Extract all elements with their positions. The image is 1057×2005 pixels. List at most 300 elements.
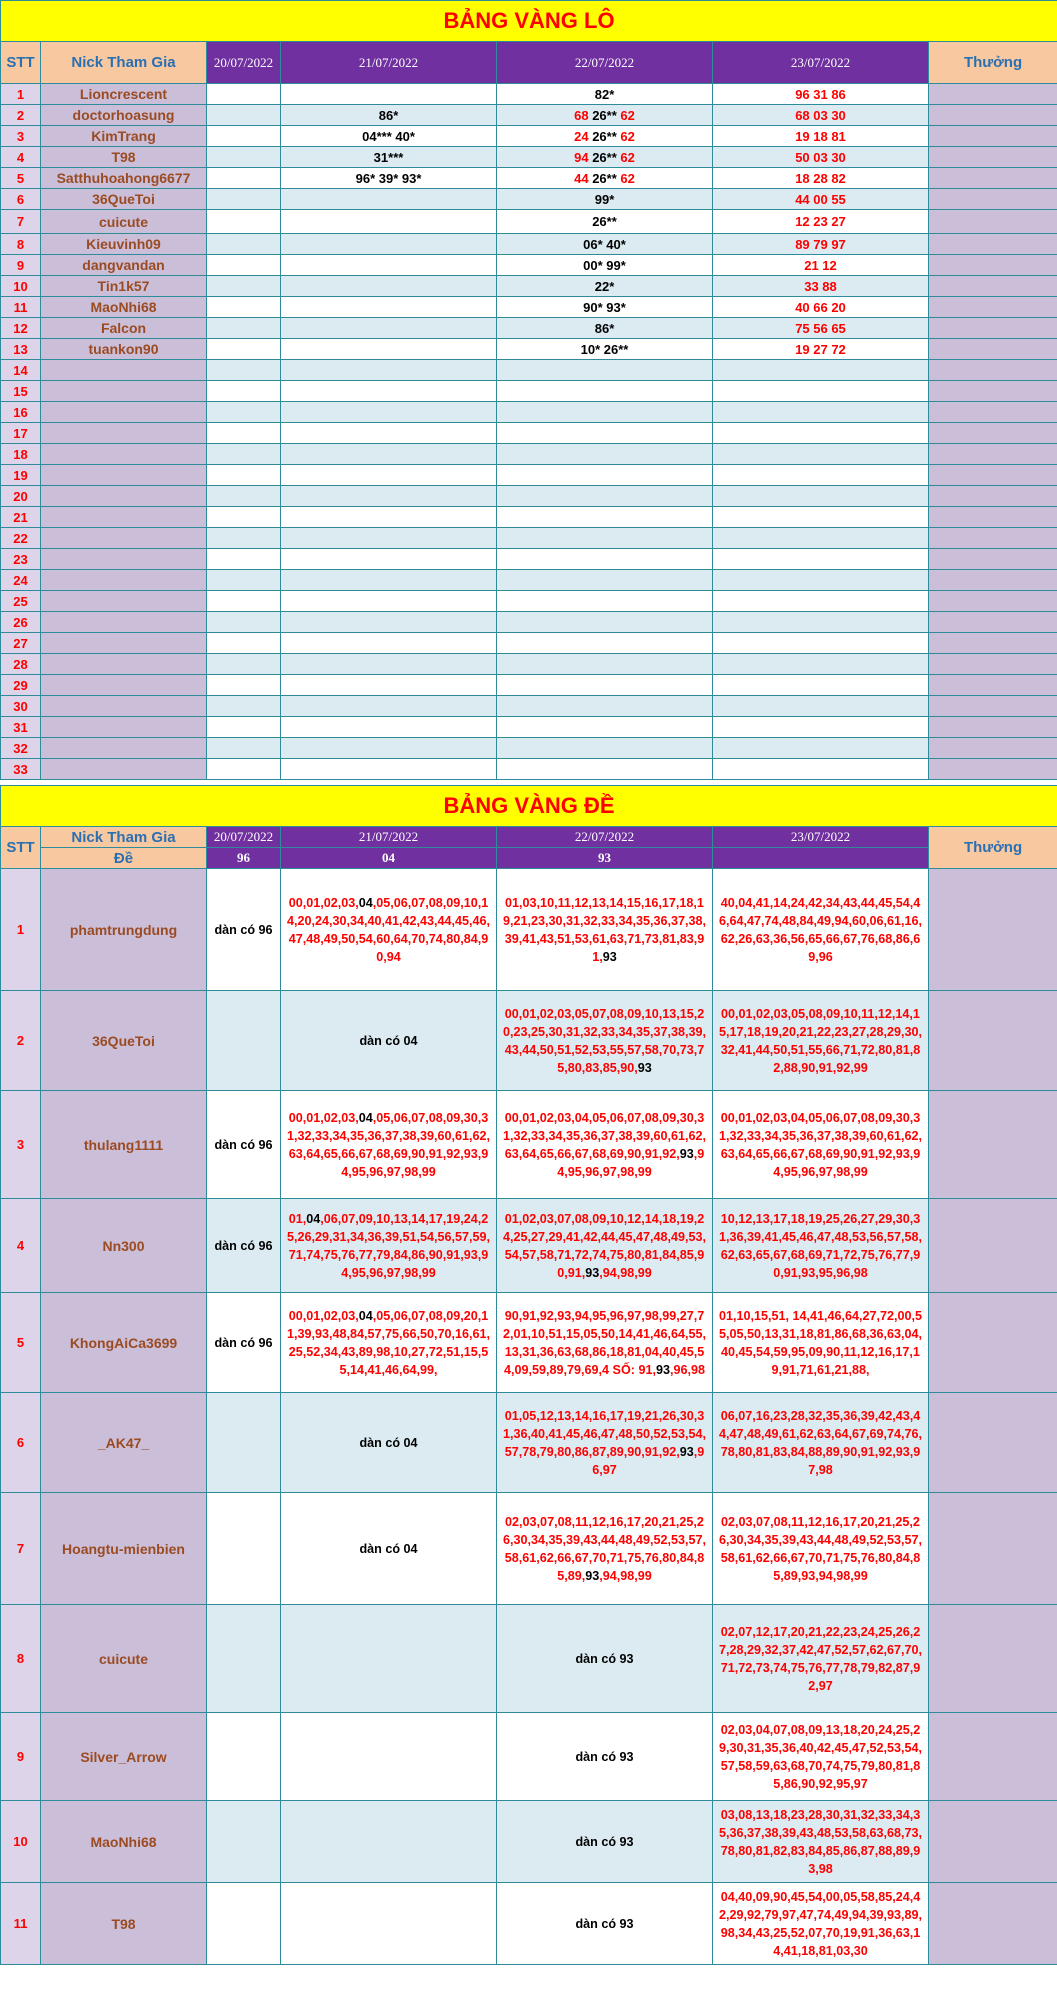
number-segment: dàn có 96 bbox=[214, 1238, 273, 1253]
lo-cell bbox=[497, 570, 713, 591]
number-segment: 26** bbox=[588, 107, 621, 123]
lo-cell bbox=[207, 360, 281, 381]
lo-stt: 13 bbox=[1, 339, 41, 360]
lo-prize bbox=[929, 255, 1057, 276]
lo-cell bbox=[497, 360, 713, 381]
lo-nick bbox=[41, 654, 207, 675]
number-segment: 22* bbox=[594, 278, 615, 294]
lo-cell bbox=[281, 465, 497, 486]
lo-prize bbox=[929, 759, 1057, 780]
lo-cell bbox=[207, 738, 281, 759]
lo-cell bbox=[497, 591, 713, 612]
lo-cell bbox=[281, 126, 497, 147]
de-cell bbox=[713, 1713, 929, 1801]
number-segment: 00,01,02,03,04,05,06,07,08,09,30,31,32,33,34,35,36,37,38,39,60,61,62,63,64,65,66,67,68,69,90,91,92,93,94,95,96,97,98,99 bbox=[718, 1110, 923, 1179]
lo-cell bbox=[713, 633, 929, 654]
lo-row bbox=[1, 168, 1057, 189]
number-segment: 04 bbox=[358, 1308, 373, 1323]
lo-cell bbox=[281, 612, 497, 633]
lo-cell bbox=[207, 189, 281, 210]
number-segment: 33 88 bbox=[804, 278, 837, 294]
de-stt: 10 bbox=[1, 1801, 41, 1883]
lo-cell bbox=[713, 738, 929, 759]
lo-stt: 22 bbox=[1, 528, 41, 549]
lo-nick bbox=[41, 696, 207, 717]
de-stt: 7 bbox=[1, 1493, 41, 1605]
de-row bbox=[1, 1393, 1057, 1493]
number-segment: ,05,06,07,08,09,20,11,39,93,48,84,57,75,66,50,70,16,61,25,52,34,43,89,98,10,27,72,51,15,55,14,41,46,64,99, bbox=[286, 1308, 491, 1377]
lo-cell bbox=[281, 339, 497, 360]
lo-cell bbox=[713, 210, 929, 234]
number-segment: 06,07,16,23,28,32,35,36,39,42,43,44,47,48,49,61,62,63,64,67,69,74,76,78,80,81,83,84,88,89,90,91,92,93,97,98 bbox=[718, 1408, 923, 1477]
lo-nick bbox=[41, 402, 207, 423]
lo-header-date-3: 22/07/2022 bbox=[497, 42, 713, 84]
de-row bbox=[1, 1713, 1057, 1801]
lo-cell bbox=[281, 402, 497, 423]
lo-cell bbox=[281, 234, 497, 255]
lo-stt: 25 bbox=[1, 591, 41, 612]
lo-row bbox=[1, 654, 1057, 675]
lo-row bbox=[1, 360, 1057, 381]
lo-cell bbox=[281, 486, 497, 507]
lo-header-row bbox=[1, 42, 1057, 84]
lo-nick: MaoNhi68 bbox=[41, 297, 207, 318]
number-segment: 62 bbox=[620, 128, 635, 144]
lo-cell bbox=[713, 402, 929, 423]
lo-cell bbox=[497, 549, 713, 570]
de-cell bbox=[207, 991, 281, 1091]
lo-row bbox=[1, 591, 1057, 612]
lo-cell bbox=[497, 612, 713, 633]
lo-cell bbox=[497, 297, 713, 318]
de-row bbox=[1, 1199, 1057, 1293]
lo-prize bbox=[929, 507, 1057, 528]
lo-cell bbox=[497, 696, 713, 717]
number-segment: ,96,97 bbox=[592, 1444, 705, 1477]
number-segment: 00* 99* bbox=[583, 257, 626, 273]
de-table bbox=[0, 785, 1057, 1965]
lo-cell bbox=[281, 591, 497, 612]
lo-cell bbox=[207, 339, 281, 360]
lo-nick bbox=[41, 486, 207, 507]
number-segment: dàn có 93 bbox=[575, 1749, 634, 1764]
lo-nick bbox=[41, 360, 207, 381]
lo-row bbox=[1, 528, 1057, 549]
de-nick: Silver_Arrow bbox=[41, 1713, 207, 1801]
lo-prize bbox=[929, 612, 1057, 633]
lo-row bbox=[1, 675, 1057, 696]
number-segment: 93 bbox=[585, 1265, 600, 1280]
lo-prize bbox=[929, 591, 1057, 612]
number-segment: 24 bbox=[574, 128, 589, 144]
lo-row bbox=[1, 696, 1057, 717]
number-segment: 94 bbox=[574, 149, 589, 165]
lo-nick bbox=[41, 528, 207, 549]
number-segment: dàn có 93 bbox=[575, 1834, 634, 1849]
lo-cell bbox=[281, 168, 497, 189]
lo-cell bbox=[713, 381, 929, 402]
lo-nick bbox=[41, 549, 207, 570]
de-stt: 11 bbox=[1, 1883, 41, 1965]
de-cell bbox=[713, 1091, 929, 1199]
number-segment: 93 bbox=[655, 1362, 670, 1377]
number-segment: 01,05,12,13,14,16,17,19,21,26,30,31,36,40,41,45,46,47,48,50,52,53,54,57,78,79,80,86,87,89,90,91,92, bbox=[502, 1408, 707, 1459]
number-segment: dàn có 93 bbox=[575, 1651, 634, 1666]
lo-prize bbox=[929, 444, 1057, 465]
lo-cell bbox=[207, 381, 281, 402]
de-nick: 36QueToi bbox=[41, 991, 207, 1091]
de-prize bbox=[929, 1293, 1057, 1393]
number-segment: 02,03,07,08,11,12,16,17,20,21,25,26,30,34,35,39,43,44,48,49,52,53,57,58,61,62,66,67,70,71,75,76,80,84,85,89, bbox=[502, 1514, 707, 1583]
number-segment: 86* bbox=[378, 107, 399, 123]
lo-cell bbox=[207, 675, 281, 696]
number-segment: 01,02,03,07,08,09,10,12,14,18,19,24,25,27,29,41,42,44,45,47,48,49,53,54,57,58,71,72,74,75,80,81,84,85,90,91, bbox=[502, 1211, 707, 1280]
lo-row bbox=[1, 126, 1057, 147]
de-cell bbox=[497, 1883, 713, 1965]
lo-cell bbox=[713, 189, 929, 210]
lo-cell bbox=[497, 486, 713, 507]
lo-nick: T98 bbox=[41, 147, 207, 168]
lo-nick bbox=[41, 381, 207, 402]
lo-stt: 11 bbox=[1, 297, 41, 318]
lo-row bbox=[1, 339, 1057, 360]
lo-prize bbox=[929, 486, 1057, 507]
lo-nick bbox=[41, 465, 207, 486]
de-cell bbox=[207, 1493, 281, 1605]
number-segment: 01, bbox=[288, 1211, 307, 1226]
lo-row bbox=[1, 465, 1057, 486]
lo-cell bbox=[497, 675, 713, 696]
de-cell bbox=[713, 1801, 929, 1883]
lo-nick bbox=[41, 633, 207, 654]
lo-cell bbox=[281, 633, 497, 654]
number-segment: 19 27 72 bbox=[795, 341, 846, 357]
lo-cell bbox=[713, 717, 929, 738]
de-row bbox=[1, 1605, 1057, 1713]
lo-prize bbox=[929, 654, 1057, 675]
de-cell bbox=[497, 1393, 713, 1493]
lo-cell bbox=[281, 147, 497, 168]
lo-row bbox=[1, 759, 1057, 780]
lo-cell bbox=[281, 717, 497, 738]
de-nick: T98 bbox=[41, 1883, 207, 1965]
lo-cell bbox=[497, 528, 713, 549]
number-segment: ,96,98 bbox=[669, 1362, 705, 1377]
lo-nick: Satthuhoahong6677 bbox=[41, 168, 207, 189]
number-segment: 00,01,02,03,04,05,06,07,08,09,30,31,32,33,34,35,36,37,38,39,60,61,62,63,64,65,66,67,68,69,90,91,92, bbox=[502, 1110, 707, 1161]
number-segment: 31*** bbox=[373, 149, 404, 165]
de-prize bbox=[929, 1883, 1057, 1965]
lo-cell bbox=[497, 402, 713, 423]
lo-cell bbox=[497, 276, 713, 297]
lo-cell bbox=[281, 318, 497, 339]
de-prize bbox=[929, 1801, 1057, 1883]
lo-stt: 28 bbox=[1, 654, 41, 675]
de-body bbox=[1, 869, 1057, 1965]
lo-prize bbox=[929, 189, 1057, 210]
de-title: BẢNG VÀNG ĐỀ bbox=[1, 786, 1057, 827]
de-stt: 8 bbox=[1, 1605, 41, 1713]
number-segment: 06* 40* bbox=[583, 236, 626, 252]
number-segment: 01,10,15,51, 14,41,46,64,27,72,00,55,05,50,13,31,18,81,86,68,36,63,04,40,45,54,59,95,09,90,11,12,16,17,19,91,71,61,21,88, bbox=[718, 1308, 923, 1377]
de-row bbox=[1, 1883, 1057, 1965]
number-segment: ,06,07,09,10,13,14,17,19,24,25,26,29,31,34,36,39,51,54,56,57,59,71,74,75,76,77,79,84,86,90,91,93,94,95,96,97,98,99 bbox=[286, 1211, 491, 1280]
lo-cell bbox=[497, 759, 713, 780]
lo-prize bbox=[929, 84, 1057, 105]
lo-header-date-2: 21/07/2022 bbox=[281, 42, 497, 84]
lo-cell bbox=[207, 210, 281, 234]
lo-stt: 21 bbox=[1, 507, 41, 528]
de-cell bbox=[207, 1883, 281, 1965]
number-segment: 68 03 30 bbox=[795, 107, 846, 123]
lo-prize bbox=[929, 633, 1057, 654]
number-segment: 40 66 20 bbox=[795, 299, 846, 315]
lo-stt: 27 bbox=[1, 633, 41, 654]
lo-cell bbox=[497, 255, 713, 276]
lo-prize bbox=[929, 234, 1057, 255]
lo-cell bbox=[713, 507, 929, 528]
lo-cell bbox=[713, 444, 929, 465]
lo-stt: 30 bbox=[1, 696, 41, 717]
number-segment: 10,12,13,17,18,19,25,26,27,29,30,31,36,39,41,45,46,47,48,53,56,57,58,62,63,65,67,68,69,71,72,75,76,77,90,91,93,95,96,98 bbox=[718, 1211, 923, 1280]
lo-stt: 26 bbox=[1, 612, 41, 633]
number-segment: 00,01,02,03, bbox=[288, 1110, 359, 1125]
de-row bbox=[1, 991, 1057, 1091]
number-segment: 26** bbox=[588, 149, 621, 165]
lo-cell bbox=[207, 612, 281, 633]
de-row bbox=[1, 1801, 1057, 1883]
de-cell bbox=[497, 869, 713, 991]
de-header-date-2: 21/07/2022 bbox=[281, 827, 497, 848]
lo-stt: 17 bbox=[1, 423, 41, 444]
lo-cell bbox=[207, 570, 281, 591]
lo-cell bbox=[207, 591, 281, 612]
number-segment: ,05,06,07,08,09,30,31,32,33,34,35,36,37,38,39,60,61,62,63,64,65,66,67,68,69,90,91,92,93,94,95,96,97,98,99 bbox=[286, 1110, 491, 1179]
de-header-date-3: 22/07/2022 bbox=[497, 827, 713, 848]
number-segment: dàn có 96 bbox=[214, 1335, 273, 1350]
de-cell bbox=[207, 869, 281, 991]
lo-nick bbox=[41, 759, 207, 780]
lo-prize bbox=[929, 738, 1057, 759]
number-segment: 02,07,12,17,20,21,22,23,24,25,26,27,28,29,32,37,42,47,52,57,62,67,70,71,72,73,74,75,76,77,78,79,82,87,92,97 bbox=[718, 1624, 923, 1693]
de-cell bbox=[207, 1091, 281, 1199]
lo-row bbox=[1, 549, 1057, 570]
lo-cell bbox=[713, 318, 929, 339]
lo-cell bbox=[281, 255, 497, 276]
lo-prize bbox=[929, 465, 1057, 486]
de-header-de: Đề bbox=[41, 848, 207, 869]
lo-prize bbox=[929, 168, 1057, 189]
lo-header-date-1: 20/07/2022 bbox=[207, 42, 281, 84]
number-segment: 82* bbox=[594, 86, 615, 102]
number-segment: 12 23 27 bbox=[795, 214, 846, 229]
lo-stt: 32 bbox=[1, 738, 41, 759]
number-segment: 04 bbox=[358, 895, 373, 910]
de-header-date-1: 20/07/2022 bbox=[207, 827, 281, 848]
lo-row bbox=[1, 297, 1057, 318]
lo-stt: 14 bbox=[1, 360, 41, 381]
lo-cell bbox=[497, 210, 713, 234]
lo-row bbox=[1, 402, 1057, 423]
de-cell bbox=[281, 1199, 497, 1293]
lo-cell bbox=[281, 570, 497, 591]
lo-nick: tuankon90 bbox=[41, 339, 207, 360]
number-segment: 62 bbox=[620, 107, 635, 123]
de-banner-row bbox=[1, 786, 1057, 827]
de-nick: Nn300 bbox=[41, 1199, 207, 1293]
lo-row bbox=[1, 507, 1057, 528]
de-cell bbox=[281, 1883, 497, 1965]
lo-stt: 33 bbox=[1, 759, 41, 780]
number-segment: 93 bbox=[602, 949, 617, 964]
de-prize bbox=[929, 1605, 1057, 1713]
lo-stt: 18 bbox=[1, 444, 41, 465]
lo-stt: 15 bbox=[1, 381, 41, 402]
lo-stt: 1 bbox=[1, 84, 41, 105]
lo-nick bbox=[41, 612, 207, 633]
lo-cell bbox=[207, 423, 281, 444]
lo-cell bbox=[281, 696, 497, 717]
number-segment: 04,40,09,90,45,54,00,05,58,85,24,42,29,92,79,97,47,74,49,94,39,93,89,98,34,43,25,52,07,70,19,91,36,63,14,41,18,81,03,30 bbox=[718, 1889, 923, 1958]
lo-stt: 31 bbox=[1, 717, 41, 738]
lo-row bbox=[1, 612, 1057, 633]
lo-prize bbox=[929, 339, 1057, 360]
lo-row bbox=[1, 423, 1057, 444]
lo-cell bbox=[281, 360, 497, 381]
number-segment: 99* bbox=[594, 191, 615, 207]
lo-stt: 7 bbox=[1, 210, 41, 234]
lo-cell bbox=[281, 444, 497, 465]
lo-cell bbox=[497, 126, 713, 147]
de-cell bbox=[281, 991, 497, 1091]
lo-cell bbox=[281, 381, 497, 402]
lo-row bbox=[1, 84, 1057, 105]
number-segment: ,94,95,96,97,98,99 bbox=[557, 1146, 705, 1179]
number-segment: 02,03,04,07,08,09,13,18,20,24,25,29,30,31,35,36,40,42,45,47,52,53,54,57,58,59,63,68,70,74,75,79,80,81,85,86,90,92,95,97 bbox=[718, 1722, 923, 1791]
lo-cell bbox=[281, 297, 497, 318]
lo-cell bbox=[281, 528, 497, 549]
lo-stt: 12 bbox=[1, 318, 41, 339]
lo-cell bbox=[207, 84, 281, 105]
lo-prize bbox=[929, 276, 1057, 297]
number-segment: 86* bbox=[594, 320, 615, 336]
number-segment: 02,03,07,08,11,12,16,17,20,21,25,26,30,34,35,39,43,44,48,49,52,53,57,58,61,62,66,67,70,71,75,76,80,84,85,89,93,94,98,99 bbox=[718, 1514, 923, 1583]
lo-nick: Tin1k57 bbox=[41, 276, 207, 297]
lo-row bbox=[1, 147, 1057, 168]
lo-header-prize: Thưởng bbox=[929, 42, 1057, 84]
lo-cell bbox=[713, 147, 929, 168]
de-cell bbox=[497, 1605, 713, 1713]
number-segment: 93 bbox=[679, 1444, 694, 1459]
lo-row bbox=[1, 738, 1057, 759]
lo-stt: 9 bbox=[1, 255, 41, 276]
lo-cell bbox=[497, 717, 713, 738]
lo-prize bbox=[929, 675, 1057, 696]
de-cell bbox=[713, 991, 929, 1091]
number-segment: 75 56 65 bbox=[795, 320, 846, 336]
lo-prize bbox=[929, 423, 1057, 444]
de-cell bbox=[713, 1293, 929, 1393]
lo-cell bbox=[713, 570, 929, 591]
lo-cell bbox=[497, 423, 713, 444]
number-segment: 90* 93* bbox=[583, 299, 626, 315]
lo-row bbox=[1, 381, 1057, 402]
de-cell bbox=[281, 1713, 497, 1801]
lo-cell bbox=[281, 423, 497, 444]
number-segment: 93 bbox=[637, 1060, 652, 1075]
de-stt: 9 bbox=[1, 1713, 41, 1801]
lo-cell bbox=[497, 339, 713, 360]
lo-nick: dangvandan bbox=[41, 255, 207, 276]
de-cell bbox=[497, 991, 713, 1091]
number-segment: ,94,98,99 bbox=[599, 1265, 652, 1280]
de-stt: 2 bbox=[1, 991, 41, 1091]
lo-header-nick: Nick Tham Gia bbox=[41, 42, 207, 84]
lo-cell bbox=[207, 696, 281, 717]
de-header-nick: Nick Tham Gia bbox=[41, 827, 207, 848]
number-segment: dàn có 96 bbox=[214, 1137, 273, 1152]
number-segment: 44 bbox=[574, 170, 589, 186]
number-segment: 18 28 82 bbox=[795, 170, 846, 186]
lo-cell bbox=[207, 717, 281, 738]
number-segment: dàn có 04 bbox=[359, 1033, 418, 1048]
lo-cell bbox=[207, 507, 281, 528]
de-cell bbox=[497, 1713, 713, 1801]
lo-cell bbox=[281, 210, 497, 234]
lo-cell bbox=[207, 654, 281, 675]
number-segment: 44 00 55 bbox=[795, 191, 846, 207]
lo-nick bbox=[41, 738, 207, 759]
number-segment: 26** bbox=[588, 128, 621, 144]
de-result-2: 04 bbox=[281, 848, 497, 869]
lo-prize bbox=[929, 147, 1057, 168]
lo-cell bbox=[207, 444, 281, 465]
lo-prize bbox=[929, 570, 1057, 591]
lo-cell bbox=[497, 84, 713, 105]
lo-stt: 8 bbox=[1, 234, 41, 255]
number-segment: 01,03,10,11,12,13,14,15,16,17,18,19,21,23,30,31,32,33,34,35,36,37,38,39,41,43,51,53,61,63,71,73,81,83,91, bbox=[502, 895, 707, 964]
de-row bbox=[1, 1293, 1057, 1393]
lo-stt: 6 bbox=[1, 189, 41, 210]
lo-cell bbox=[713, 339, 929, 360]
lo-stt: 20 bbox=[1, 486, 41, 507]
lo-cell bbox=[497, 444, 713, 465]
de-stt: 4 bbox=[1, 1199, 41, 1293]
lo-row bbox=[1, 717, 1057, 738]
number-segment: 04 bbox=[306, 1211, 321, 1226]
lo-prize bbox=[929, 126, 1057, 147]
lo-stt: 29 bbox=[1, 675, 41, 696]
de-prize bbox=[929, 991, 1057, 1091]
number-segment: 03,08,13,18,23,28,30,31,32,33,34,35,36,37,38,39,43,48,53,58,63,68,73,78,80,81,82,83,84,85,86,87,88,89,93,98 bbox=[718, 1807, 923, 1876]
de-stt: 3 bbox=[1, 1091, 41, 1199]
lo-cell bbox=[713, 528, 929, 549]
number-segment: 26** bbox=[588, 170, 621, 186]
lo-cell bbox=[281, 738, 497, 759]
lo-cell bbox=[207, 168, 281, 189]
de-nick: phamtrungdung bbox=[41, 869, 207, 991]
lo-nick bbox=[41, 675, 207, 696]
lo-cell bbox=[207, 318, 281, 339]
lo-prize bbox=[929, 360, 1057, 381]
lo-stt: 10 bbox=[1, 276, 41, 297]
lo-nick: Kieuvinh09 bbox=[41, 234, 207, 255]
number-segment: 90,91,92,93,94,95,96,97,98,99,27,72,01,10,51,15,05,50,14,41,46,64,55,13,31,36,63,68,86,18,81,04,40,45,54,09,59,89,79,69,4 SỐ: 91, bbox=[502, 1308, 707, 1377]
de-nick: Hoangtu-mienbien bbox=[41, 1493, 207, 1605]
lo-cell bbox=[713, 423, 929, 444]
lo-cell bbox=[497, 654, 713, 675]
number-segment: dàn có 96 bbox=[214, 922, 273, 937]
